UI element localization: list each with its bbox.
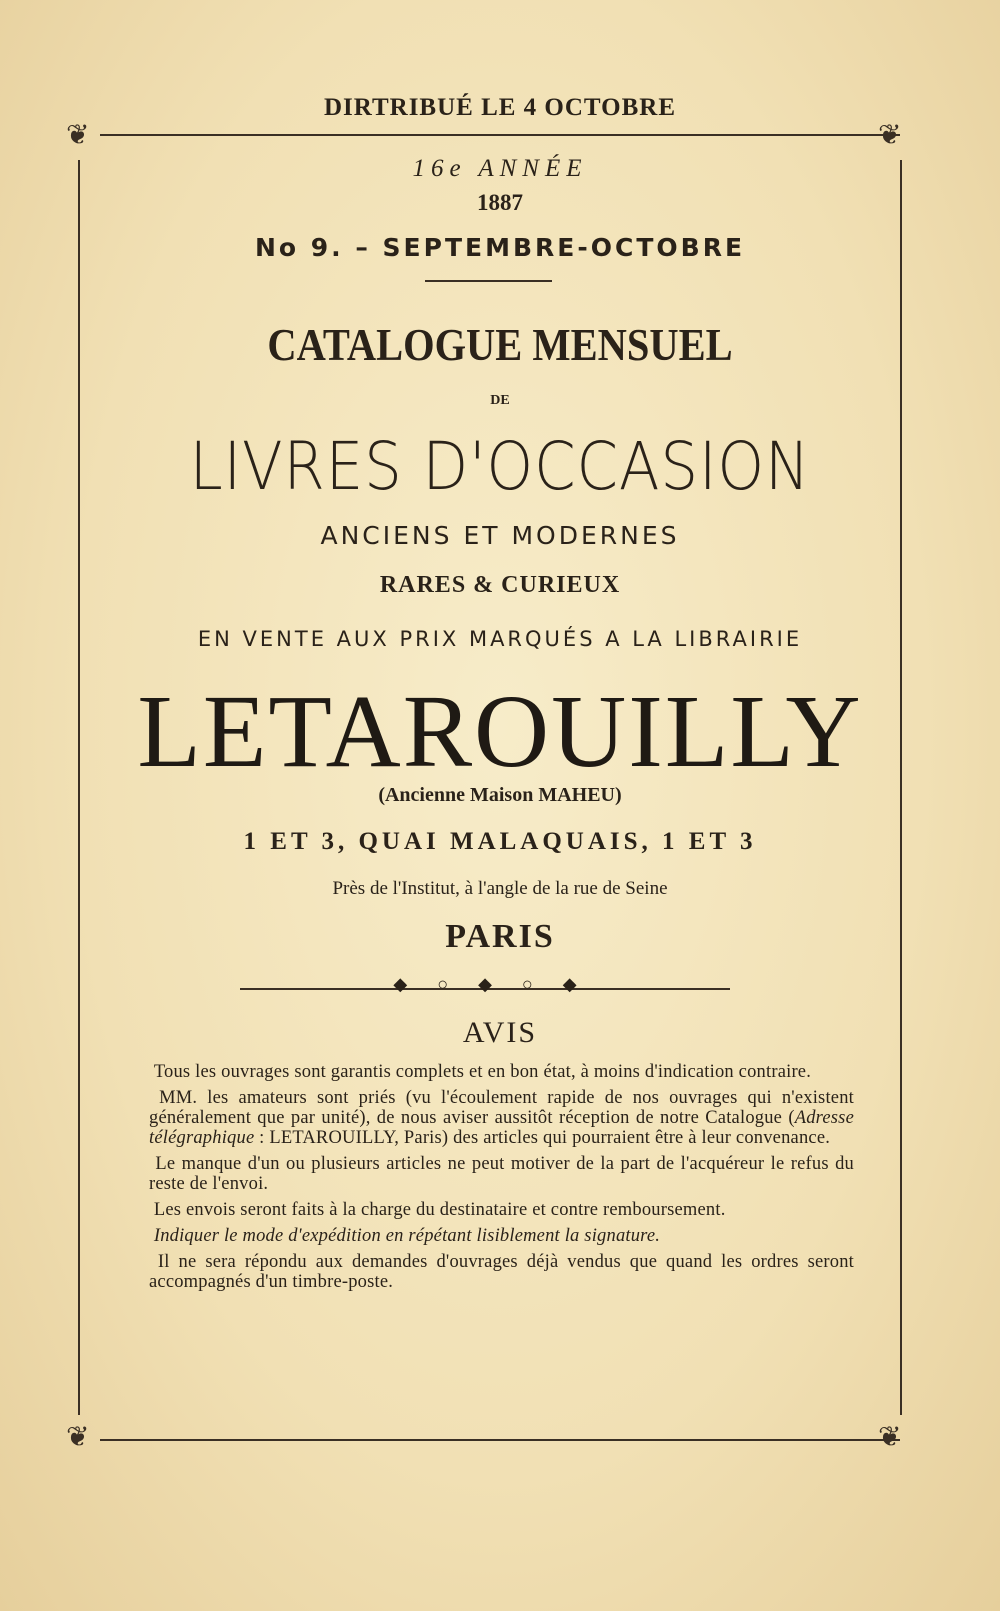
- divider-ornament-icon: ◆○◆○◆: [393, 974, 607, 994]
- avis-text: : LETAROUILLY, Paris) des articles qui pourraient être à leur convenance.: [254, 1128, 831, 1148]
- avis-paragraph: Le manque d'un ou plusieurs articles ne peut motiver de la part de l'acquéreur le refus du reste de l'envoi.: [149, 1154, 855, 1194]
- location-note: Près de l'Institut, à l'angle de la rue de Seine: [332, 878, 668, 899]
- subtitle-vente: EN VENTE AUX PRIX MARQUÉS A LA LIBRAIRIE: [197, 627, 803, 651]
- former-name: (Ancienne Maison MAHEU): [378, 784, 622, 806]
- avis-paragraph: Tous les ouvrages sont garantis complets et en bon état, à moins d'indication contraire.: [153, 1062, 812, 1082]
- catalogue-title: CATALOGUE MENSUEL: [267, 319, 733, 370]
- distribution-date: DIRTRIBUÉ LE 4 OCTOBRE: [324, 94, 676, 121]
- avis-paragraph: Il ne sera répondu aux demandes d'ouvrages déjà vendus que quand les ordres seront accompagnés d'un timbre-poste.: [149, 1252, 854, 1292]
- avis-paragraph: Les envois seront faits à la charge du destinataire et contre remboursement.: [153, 1200, 726, 1220]
- main-title: LIVRES D'OCCASION: [189, 428, 811, 505]
- title-de: DE: [490, 393, 510, 408]
- avis-text: MM. les amateurs sont priés (vu l'écoulement rapide de nos ouvrages qui n'existent généralement que par unité), de nous aviser aussitôt réception de notre Catalogue (: [149, 1088, 854, 1128]
- avis-paragraph: Indiquer le mode d'expédition en répétant lisiblement la signature.: [153, 1226, 661, 1246]
- divider: [425, 280, 552, 282]
- corner-ornament-icon: ❦: [66, 120, 90, 151]
- telegraph-address-label: Adresse télégraphique: [149, 1108, 854, 1148]
- corner-ornament-icon: ❦: [878, 120, 902, 151]
- corner-ornament-icon: ❦: [878, 1422, 902, 1453]
- avis-body: [149, 1062, 854, 1298]
- frame-top-border: [100, 134, 900, 136]
- corner-ornament-icon: ❦: [66, 1422, 90, 1453]
- address: 1 ET 3, QUAI MALAQUAIS, 1 ET 3: [243, 828, 757, 855]
- frame-bottom-border: [100, 1439, 900, 1441]
- city: PARIS: [445, 918, 555, 955]
- avis-paragraph: [149, 1088, 854, 1148]
- subtitle-rares: RARES & CURIEUX: [379, 572, 621, 598]
- year-label: 16e ANNÉE: [412, 155, 588, 182]
- avis-heading: AVIS: [462, 1016, 538, 1049]
- year: 1887: [477, 190, 523, 215]
- subtitle-anciens: ANCIENS ET MODERNES: [320, 521, 680, 550]
- bookshop-name: LETAROUILLY: [137, 674, 863, 789]
- issue-number: No 9. – SEPTEMBRE-OCTOBRE: [254, 233, 746, 262]
